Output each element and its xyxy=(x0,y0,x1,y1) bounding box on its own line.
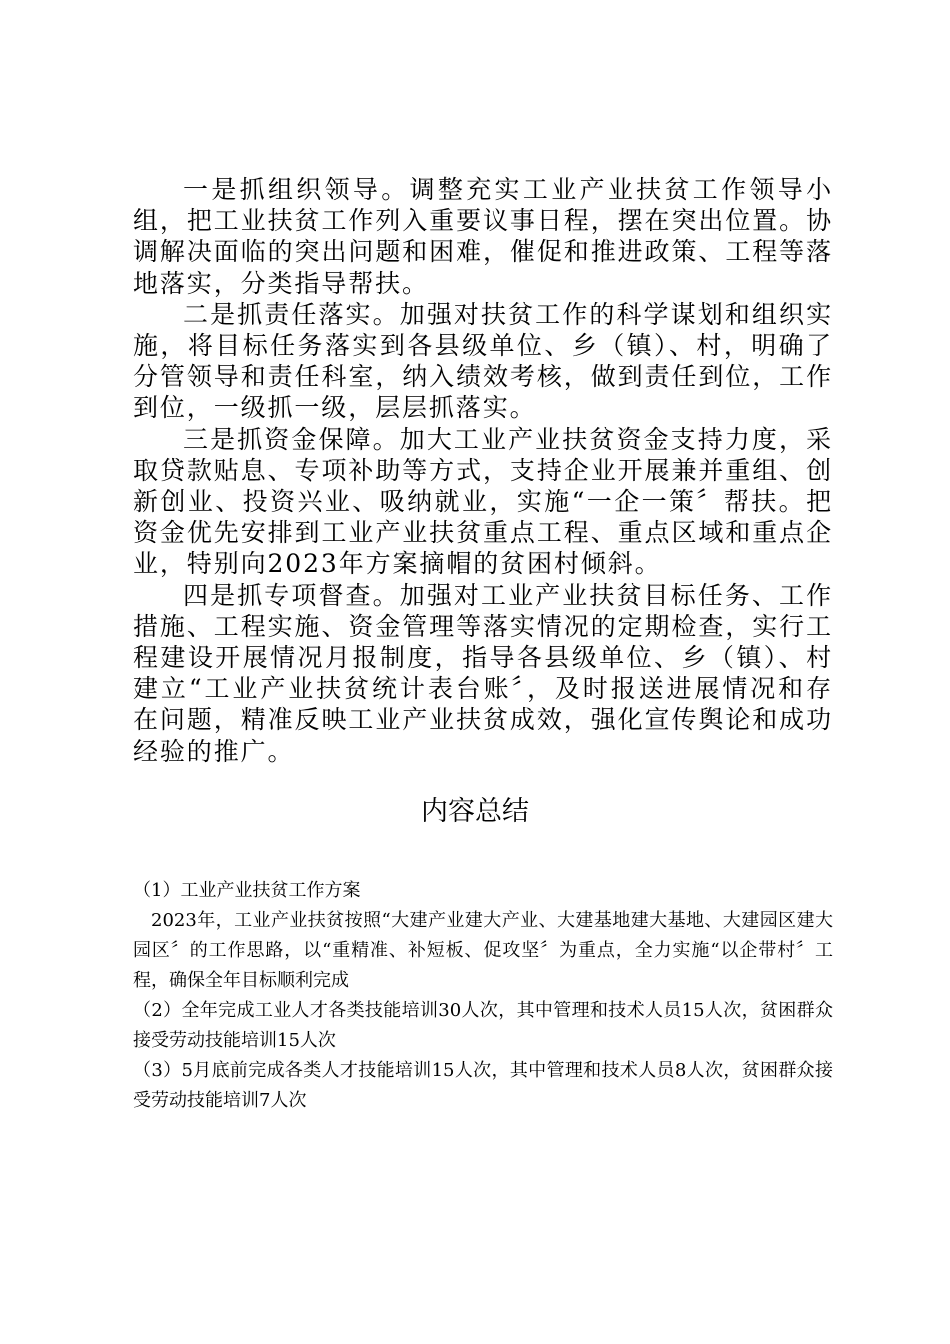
summary-item-1-heading: （1）工业产业扶贫工作方案 xyxy=(133,880,361,901)
summary-item-2-text: （2）全年完成工业人才各类技能培训30人次，其中管理和技术人员15人次，贫困群众接受劳动技能培训15人次 xyxy=(133,1000,833,1051)
paragraph-inspection: 四是抓专项督查。加强对工业产业扶贫目标任务、工作措施、工程实施、资金管理等落实情况的定期检查，实行工程建设开展情况月报制度，指导各县级单位、乡（镇）、村建立“工业产业扶贫统计表台账〞，及时报送进展情况和存在问题，精准反映工业产业扶贫成效，强化宣传舆论和成功经验的推广。 xyxy=(133,580,833,766)
summary-section xyxy=(133,876,833,1116)
main-body xyxy=(133,174,833,767)
summary-item-1-text: 2023年，工业产业扶贫按照“大建产业建大产业、大建基地建大基地、大建园区建大园区〞的工作思路，以“重精准、补短板、促攻坚〞为重点，全力实施“以企带村〞工程，确保全年目标顺利完成 xyxy=(133,910,833,991)
summary-title: 内容总结 xyxy=(421,796,529,827)
paragraph-responsibility: 二是抓责任落实。加强对扶贫工作的科学谋划和组织实施，将目标任务落实到各县级单位、乡（镇）、村，明确了分管领导和责任科室，纳入绩效考核，做到责任到位，工作到位，一级抓一级，层层抓落实。 xyxy=(133,299,833,423)
paragraph-organization-leadership: 一是抓组织领导。调整充实工业产业扶贫工作领导小组，把工业扶贫工作列入重要议事日程，摆在突出位置。协调解决面临的突出问题和困难，催促和推进政策、工程等落地落实，分类指导帮扶。 xyxy=(133,175,833,298)
paragraph-funding: 三是抓资金保障。加大工业产业扶贫资金支持力度，采取贷款贴息、专项补助等方式，支持企业开展兼并重组、创新创业、投资兴业、吸纳就业，实施“一企一策〞帮扶。把资金优先安排到工业产业扶贫重点工程、重点区域和重点企业，特别向2023年方案摘帽的贫困村倾斜。 xyxy=(133,424,833,579)
summary-item-3-text: （3）5月底前完成各类人才技能培训15人次，其中管理和技术人员8人次，贫困群众接受劳动技能培训7人次 xyxy=(133,1060,833,1111)
